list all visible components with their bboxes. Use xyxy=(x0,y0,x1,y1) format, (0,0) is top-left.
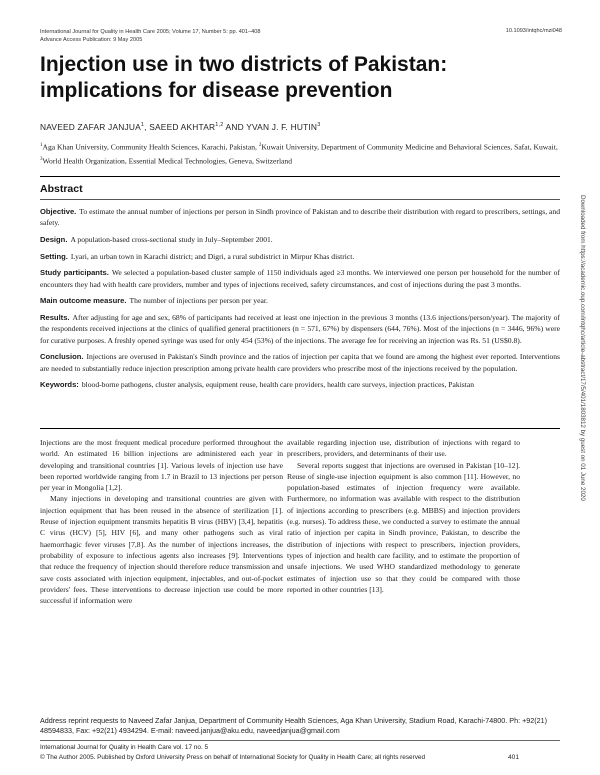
abstract-top-rule xyxy=(40,176,560,177)
keywords-text: blood-borne pathogens, cluster analysis, equipment reuse, health care providers, health care surveys, injection practices, Pakistan xyxy=(81,380,475,390)
abstract-paragraph xyxy=(40,251,560,262)
article-title: Injection use in two districts of Pakistan: implications for disease prevention xyxy=(40,53,448,102)
abstract-text: After adjusting for age and sex, 68% of participants had received at least one injection in the previous 3 months (13.6 injections/person/year). The majority of the respondents received injections at the clinics of qualified general practitioners (n = 571, 67%) by dispensers (644, 76%). Most of the injections (n = 3446, 96%) were for curative purposes. A freshly opened syringe was used for only 454 (53%) of the injections. The average fee for receiving an injection was Rs. 51 (US$0.8). xyxy=(40,313,560,345)
body-column-left xyxy=(40,437,283,606)
abstract-label: Main outcome measure. xyxy=(40,296,127,306)
body-paragraph: Injections are the most frequent medical procedure performed throughout the world. An estimated 16 billion injections are administered each year in developing and transitional countries [1]. Various levels of injection use have been reported worldwide ranging from 1.7 in Brazil to 13 injections per person per year in Mongolia [1,2]. xyxy=(40,438,283,493)
body-paragraph: Several reports suggest that injections are overused in Pakistan [10–12]. Reuse of single-use injection equipment is also common [11]. However, no population-based estimates of injection frequency were available. Furthermore, no information was available with respect to the distribution of injections according to prescribers (e.g. MBBS) and injection providers (e.g. nurses). To address these, we conducted a survey to estimate the annual ratio of injection per capita in Sindh province, Pakistan, to describe the distribution of injections with respect to prescribers, injection providers, types of injection and health care facility, and to estimate the proportion of unsafe injections. We used WHO standardized methodology to generate estimates of injection use so that they could be compared with those reported in other countries [13]. xyxy=(287,460,520,594)
abstract-paragraph xyxy=(40,351,560,374)
abstract-body xyxy=(40,206,560,396)
author-name: , SAEED AKHTAR xyxy=(144,122,216,132)
footer-copyright: © The Author 2005. Published by Oxford University Press on behalf of International Society for Quality in Health Care; all rights reserved xyxy=(40,754,426,761)
download-watermark: Downloaded from https://academic.oup.com/intqhc/article-abstract/17/5/401/1803812 by guest on 01 June 2020 xyxy=(579,195,586,501)
advance-access-line: Advance Access Publication: 9 May 2005 xyxy=(40,37,143,43)
abstract-paragraph xyxy=(40,206,560,229)
author-superscript: 3 xyxy=(317,122,321,129)
author-superscript: 1 xyxy=(140,122,145,129)
footer-journal: International Journal for Quality in Health Care vol. 17 no. 5 xyxy=(40,744,209,751)
affiliations xyxy=(40,140,560,167)
abstract-paragraph xyxy=(40,234,560,245)
body-paragraph: available regarding injection use, distribution of injections with regard to prescribers, providers, and determinants of their use. xyxy=(287,438,520,459)
author-name: NAVEED ZAFAR JANJUA xyxy=(40,122,141,132)
abstract-label: Results. xyxy=(40,313,70,323)
abstract-paragraph xyxy=(40,267,560,290)
affiliation: Aga Khan University, Community Health Sciences, Karachi, Pakistan, xyxy=(42,142,259,152)
affiliation-superscript: 3 xyxy=(40,156,43,162)
page-number: 401 xyxy=(508,754,520,761)
author-name: AND YVAN J. F. HUTIN xyxy=(223,122,318,132)
abstract-bottom-rule xyxy=(40,428,560,429)
correspondence-address: Address reprint requests to Naveed Zafar Janjua, Department of Community Health Sciences, Aga Khan University, Stadium Road, Karachi-74800. Ph: +92(21) 48594833, Fax: +92(21) 4934294. E-mail: naveed.janjua@aku.edu, naveedjanjua@gmail.com xyxy=(40,716,548,735)
author-list xyxy=(40,122,320,132)
abstract-paragraph xyxy=(40,295,560,306)
abstract-heading-rule xyxy=(40,199,560,200)
abstract-heading: Abstract xyxy=(40,183,83,195)
affiliation: World Health Organization, Essential Medical Technologies, Geneva, Switzerland xyxy=(42,156,293,166)
footer-rule xyxy=(40,740,560,741)
abstract-text: The number of injections per person per year. xyxy=(129,296,268,306)
body-paragraph: Many injections in developing and transitional countries are given with injection equipment that has been reused in the absence of sterilization [1]. Reuse of injection equipment transmits hepatitis B virus (HBV) [3,4], hepatitis C virus (HCV) [5], HIV [6], and many other pathogens such as viral haemorrhagic fever viruses [7,8]. As the number of injections increases, the probability of exposure to infectious agents also increases [9]. Interventions that reduce the frequency of injection should therefore reduce transmission and save costs associated with injection equipment, injectables, and out-of-pocket providers' fees. These interventions to decrease injection use could be more successful if information were xyxy=(40,494,283,606)
abstract-text: We selected a population-based cluster sample of 1150 individuals aged ≥3 months. We interviewed one person per household for the number of encounters they had with health care providers, number and types of injections received, safety circumstances, and cost of injections during the past 3 months. xyxy=(40,268,560,289)
doi[interactable]: 10.1093/intqhc/mzi048 xyxy=(505,28,562,34)
abstract-text: A population-based cross-sectional study in July–September 2001. xyxy=(70,234,273,244)
affiliation-superscript: 2 xyxy=(258,143,262,148)
affiliation: Kuwait University, Department of Community Medicine and Behavioral Sciences, Safat, Kuwait, xyxy=(261,142,558,152)
running-header xyxy=(40,28,260,44)
abstract-text: To estimate the annual number of injections per person in Sindh province of Pakistan and to describe their distribution with regard to prescribers, settings, and safety. xyxy=(40,207,561,228)
author-superscript: 1,2 xyxy=(215,122,224,129)
abstract-label: Setting. xyxy=(40,251,68,261)
affiliation-superscript: 1 xyxy=(40,143,43,148)
abstract-paragraph xyxy=(40,312,560,346)
journal-citation: International Journal for Quality in Health Care 2005; Volume 17, Number 5: pp. 401–408 xyxy=(40,29,261,35)
body-column-right xyxy=(287,437,520,595)
abstract-text: Lyari, an urban town in Karachi district; and Digri, a rural subdistrict in Mirpur Khas district. xyxy=(70,251,355,261)
abstract-label: Conclusion. xyxy=(40,352,84,362)
abstract-label: Study participants. xyxy=(40,268,109,278)
keywords-label: Keywords: xyxy=(40,380,79,390)
abstract-text: Injections are overused in Pakistan's Sindh province and the ratios of injection per capita that we found are among the highest ever reported. Interventions are needed to substantially reduce injection prescription among private health care providers who prescribe most of the injections received by the population. xyxy=(40,352,560,373)
abstract-label: Objective. xyxy=(40,207,77,216)
abstract-label: Design. xyxy=(40,234,68,244)
keywords xyxy=(40,379,560,390)
